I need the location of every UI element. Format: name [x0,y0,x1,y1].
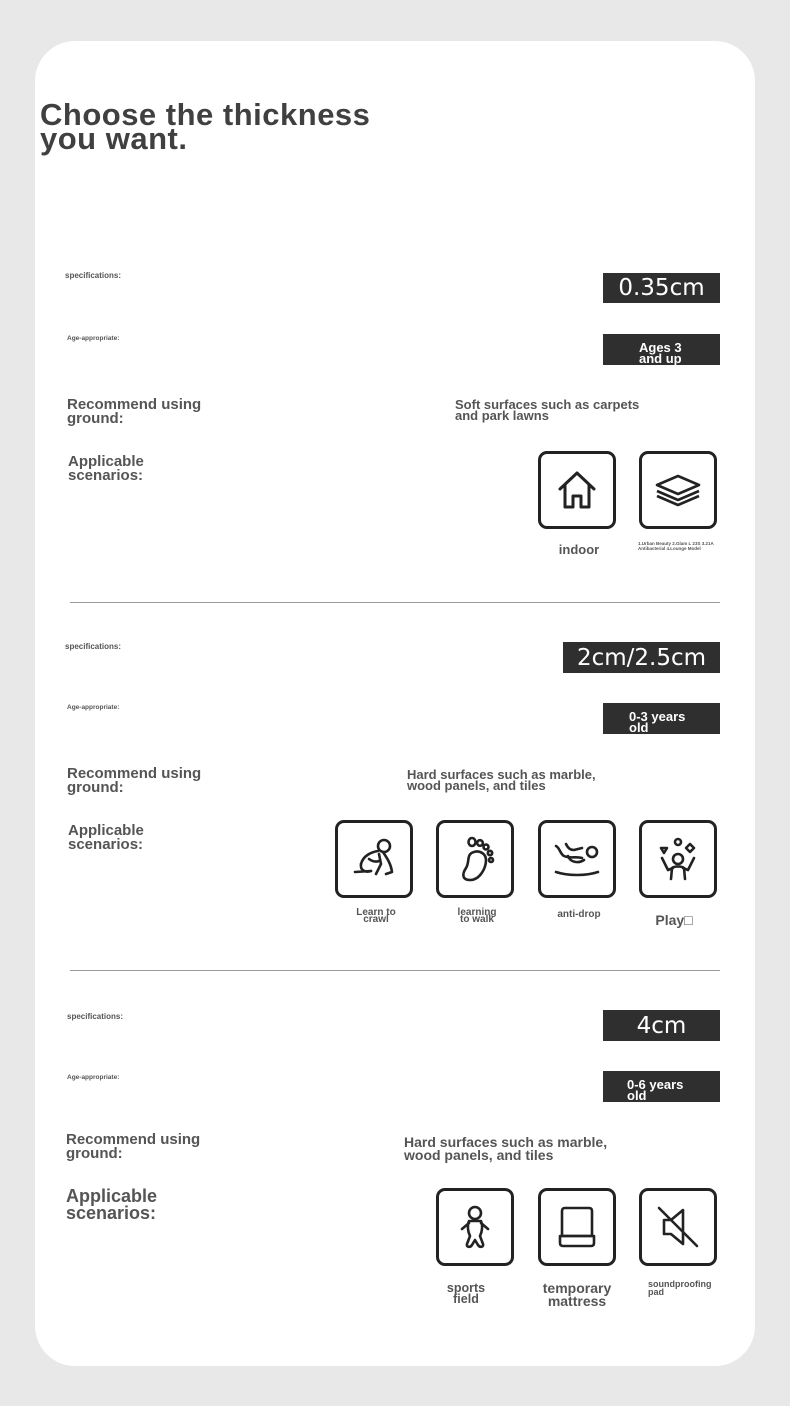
scenario-layers [639,451,717,529]
house-icon [552,465,602,515]
ground-label: Recommend using ground: [67,396,202,427]
scenario-caption: Learn to crawl [356,907,396,925]
scenario-walk [436,820,514,898]
scenarios-label: Applicable scenarios: [68,822,144,853]
spec-label: specifications: [65,271,122,280]
scenario-caption: indoor [558,542,600,557]
scenario-mattress [538,1188,616,1266]
section-divider [70,602,720,603]
scenario-caption: anti-drop [557,909,601,920]
spec-label: specifications: [67,1012,124,1021]
spec-value-badge: 4cm [603,1010,720,1041]
mattress-icon [552,1202,602,1252]
spec-value-badge: 0.35cm [603,273,720,303]
footprint-icon [450,834,500,884]
age-value-badge: 0-6 years old [603,1071,720,1102]
age-label: Age-appropriate: [67,335,120,342]
mute-speaker-icon [653,1202,703,1252]
scenarios-label: Applicable scenarios: [66,1186,158,1223]
ground-description: Soft surfaces such as carpets and park lawns [455,397,640,423]
ground-label: Recommend using ground: [67,765,202,796]
scenario-caption: sports field [446,1281,486,1306]
anti-drop-icon [552,834,602,884]
ground-label: Recommend using ground: [66,1131,201,1162]
section-divider [70,970,720,971]
scenario-caption: 1.Urban Beauty 2.Glam L 23S 3.21A Antibacterial 4.Lounge Model [638,541,714,551]
age-value-badge: 0-3 years old [603,703,720,734]
scenario-caption: temporary mattress [542,1280,612,1309]
crawling-baby-icon [349,834,399,884]
age-label: Age-appropriate: [67,1074,120,1081]
scenario-soundproofing [639,1188,717,1266]
ground-description: Hard surfaces such as marble, wood panels, and tiles [407,767,596,793]
scenario-play [639,820,717,898]
scenario-caption: learning to walk [457,907,497,925]
ground-description: Hard surfaces such as marble, wood panels, and tiles [404,1134,608,1163]
age-label: Age-appropriate: [67,704,120,711]
scenario-sports-field [436,1188,514,1266]
scenario-caption: soundproofing pad [648,1279,712,1297]
scenario-crawl [335,820,413,898]
page-title: Choose the thickness you want. [40,97,371,156]
age-value-badge: Ages 3 and up [603,334,720,365]
spec-label: specifications: [65,642,122,651]
layers-icon [653,465,703,515]
spec-value-badge: 2cm/2.5cm [563,642,720,673]
scenario-anti-drop [538,820,616,898]
scenarios-label: Applicable scenarios: [68,453,144,484]
play-child-icon [653,834,703,884]
scenario-indoor [538,451,616,529]
child-figure-icon [450,1202,500,1252]
scenario-caption: Play□ [655,912,693,928]
